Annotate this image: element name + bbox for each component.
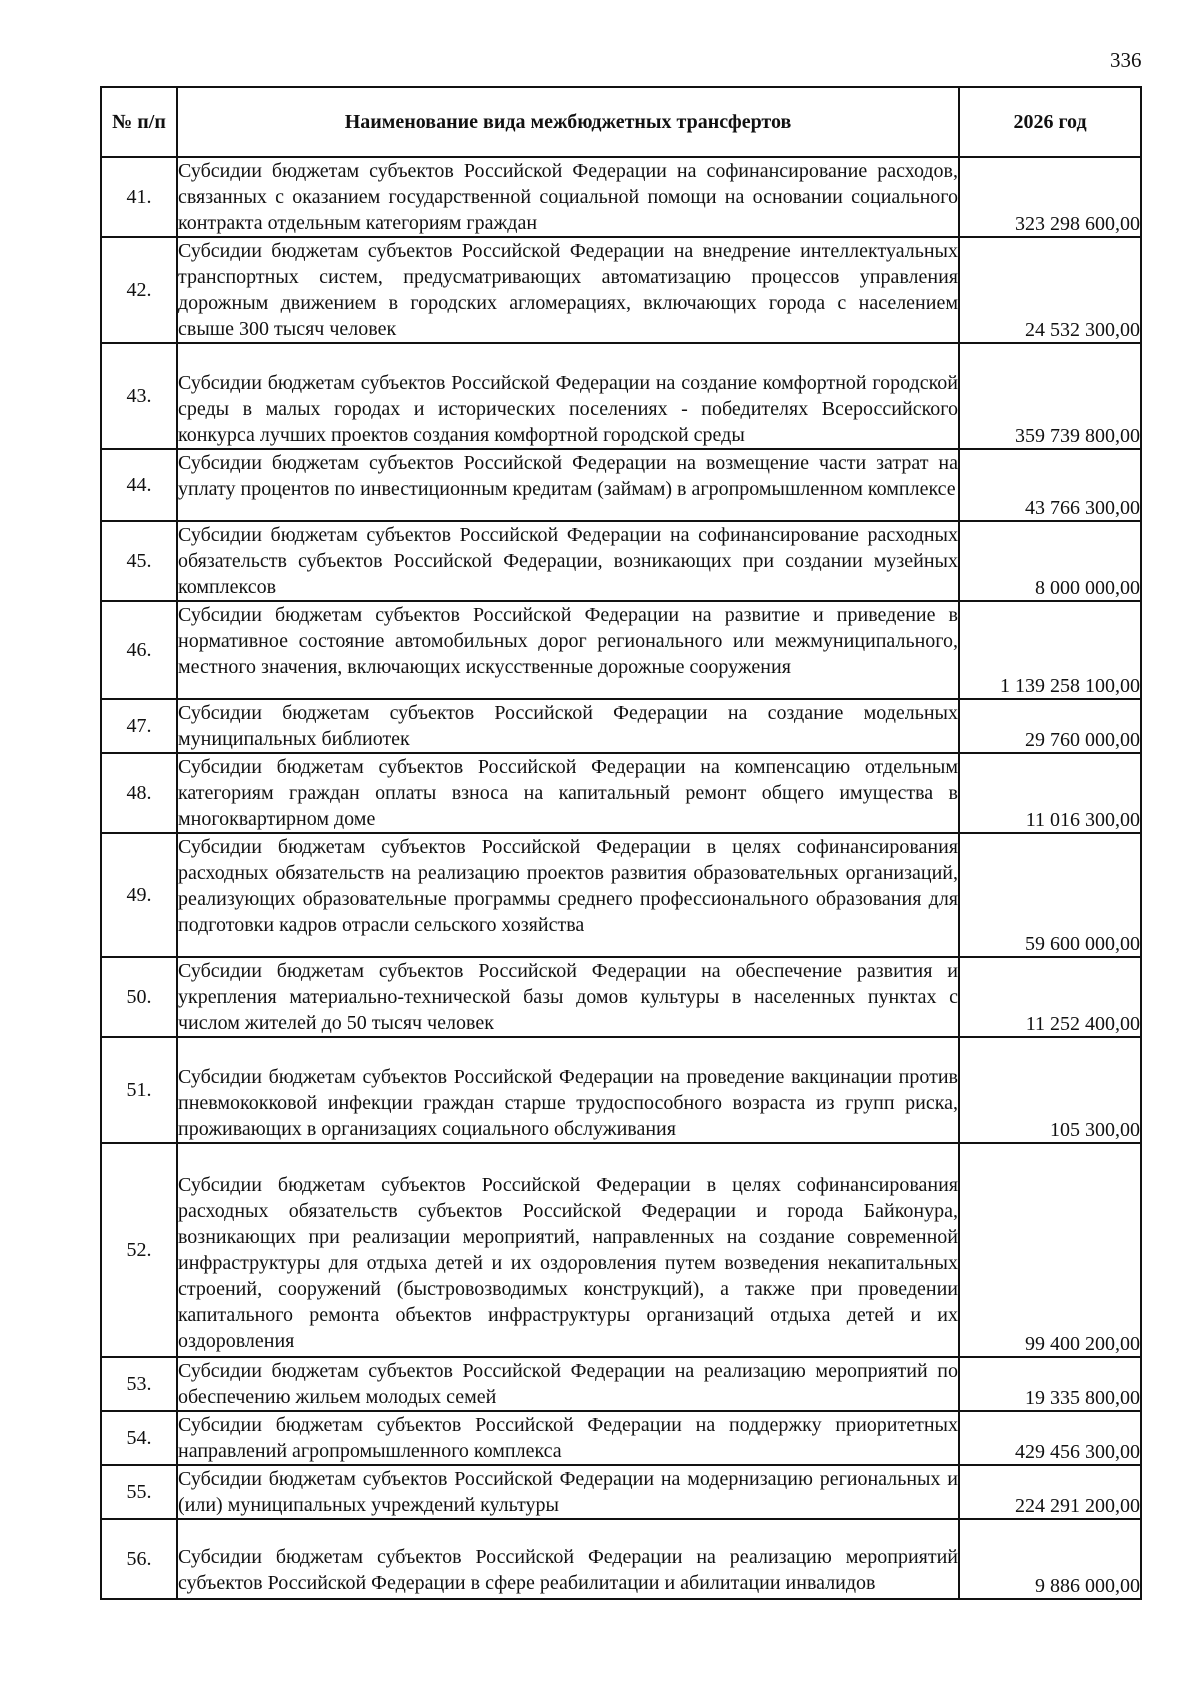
row-amount: 59 600 000,00 (959, 833, 1141, 957)
row-number: 55. (101, 1465, 177, 1519)
table-row (101, 957, 1141, 1037)
row-amount: 19 335 800,00 (959, 1357, 1141, 1411)
row-number: 44. (101, 449, 177, 521)
row-name: Субсидии бюджетам субъектов Российской Федерации на внедрение интеллектуальных транспортных систем, предусматривающих автоматизацию процессов управления дорожным движением в городских агломерациях, включающих города с населением свыше 300 тысяч человек (177, 237, 959, 343)
header-year: 2026 год (959, 87, 1141, 157)
row-name: Субсидии бюджетам субъектов Российской Федерации в целях софинансирования расходных обязательств на реализацию проектов развития образовательных организаций, реализующих образовательные программы среднего профессионального образования для подготовки кадров отрасли сельского хозяйства (177, 833, 959, 957)
row-amount: 29 760 000,00 (959, 699, 1141, 753)
row-name: Субсидии бюджетам субъектов Российской Федерации на реализацию мероприятий по обеспечению жильем молодых семей (177, 1357, 959, 1411)
table-row (101, 833, 1141, 957)
row-name: Субсидии бюджетам субъектов Российской Федерации на возмещение части затрат на уплату процентов по инвестиционным кредитам (займам) в агропромышленном комплексе (177, 449, 959, 521)
table-row (101, 753, 1141, 833)
row-number: 47. (101, 699, 177, 753)
row-name: Субсидии бюджетам субъектов Российской Федерации на обеспечение развития и укрепления материально-технической базы домов культуры в населенных пунктах с числом жителей до 50 тысяч человек (177, 957, 959, 1037)
row-amount: 9 886 000,00 (959, 1519, 1141, 1599)
row-amount: 105 300,00 (959, 1037, 1141, 1143)
row-amount: 99 400 200,00 (959, 1143, 1141, 1357)
row-name: Субсидии бюджетам субъектов Российской Федерации на реализацию мероприятий субъектов Российской Федерации в сфере реабилитации и абилитации инвалидов (177, 1519, 959, 1599)
table-row (101, 237, 1141, 343)
row-name: Субсидии бюджетам субъектов Российской Федерации на проведение вакцинации против пневмококковой инфекции граждан старше трудоспособного возраста из групп риска, проживающих в организациях социального обслуживания (177, 1037, 959, 1143)
row-name: Субсидии бюджетам субъектов Российской Федерации на создание комфортной городской среды в малых городах и исторических поселениях - победителях Всероссийского конкурса лучших проектов создания комфортной городской среды (177, 343, 959, 449)
row-name: Субсидии бюджетам субъектов Российской Федерации на создание модельных муниципальных библиотек (177, 699, 959, 753)
row-number: 45. (101, 521, 177, 601)
row-amount: 8 000 000,00 (959, 521, 1141, 601)
row-number: 41. (101, 157, 177, 237)
row-amount: 323 298 600,00 (959, 157, 1141, 237)
row-number: 53. (101, 1357, 177, 1411)
row-number: 56. (101, 1519, 177, 1599)
transfers-table (100, 86, 1142, 1600)
table-row (101, 1037, 1141, 1143)
row-name: Субсидии бюджетам субъектов Российской Федерации в целях софинансирования расходных обязательств субъектов Российской Федерации и города Байконура, возникающих при реализации мероприятий, направленных на создание современной инфраструктуры для отдыха детей и их оздоровления путем возведения некапитальных строений, сооружений (быстровозводимых конструкций), а также при проведении капитального ремонта объектов инфраструктуры организаций отдыха детей и их оздоровления (177, 1143, 959, 1357)
row-amount: 359 739 800,00 (959, 343, 1141, 449)
row-amount: 11 016 300,00 (959, 753, 1141, 833)
table-row (101, 601, 1141, 699)
table-row (101, 1143, 1141, 1357)
table-row (101, 1519, 1141, 1599)
table-row (101, 1357, 1141, 1411)
row-number: 51. (101, 1037, 177, 1143)
header-name: Наименование вида межбюджетных трансфертов (177, 87, 959, 157)
table-row (101, 343, 1141, 449)
row-amount: 11 252 400,00 (959, 957, 1141, 1037)
table-row (101, 157, 1141, 237)
table-row (101, 521, 1141, 601)
row-amount: 224 291 200,00 (959, 1465, 1141, 1519)
row-name: Субсидии бюджетам субъектов Российской Федерации на развитие и приведение в нормативное состояние автомобильных дорог регионального или межмуниципального, местного значения, включающих искусственные дорожные сооружения (177, 601, 959, 699)
row-amount: 429 456 300,00 (959, 1411, 1141, 1465)
row-amount: 24 532 300,00 (959, 237, 1141, 343)
row-number: 48. (101, 753, 177, 833)
page-number: 336 (1110, 48, 1142, 72)
row-amount: 43 766 300,00 (959, 449, 1141, 521)
table-row (101, 449, 1141, 521)
row-number: 50. (101, 957, 177, 1037)
row-name: Субсидии бюджетам субъектов Российской Федерации на поддержку приоритетных направлений агропромышленного комплекса (177, 1411, 959, 1465)
row-name: Субсидии бюджетам субъектов Российской Федерации на софинансирование расходных обязательств субъектов Российской Федерации, возникающих при создании музейных комплексов (177, 521, 959, 601)
row-number: 54. (101, 1411, 177, 1465)
row-number: 52. (101, 1143, 177, 1357)
row-name: Субсидии бюджетам субъектов Российской Федерации на модернизацию региональных и (или) муниципальных учреждений культуры (177, 1465, 959, 1519)
row-number: 46. (101, 601, 177, 699)
table-row (101, 699, 1141, 753)
row-number: 42. (101, 237, 177, 343)
header-row (101, 87, 1141, 157)
table-row (101, 1411, 1141, 1465)
table-row (101, 1465, 1141, 1519)
row-amount: 1 139 258 100,00 (959, 601, 1141, 699)
row-number: 43. (101, 343, 177, 449)
row-number: 49. (101, 833, 177, 957)
row-name: Субсидии бюджетам субъектов Российской Федерации на компенсацию отдельным категориям граждан оплаты взноса на капитальный ремонт общего имущества в многоквартирном доме (177, 753, 959, 833)
row-name: Субсидии бюджетам субъектов Российской Федерации на софинансирование расходов, связанных с оказанием государственной социальной помощи на основании социального контракта отдельным категориям граждан (177, 157, 959, 237)
header-num: № п/п (101, 87, 177, 157)
